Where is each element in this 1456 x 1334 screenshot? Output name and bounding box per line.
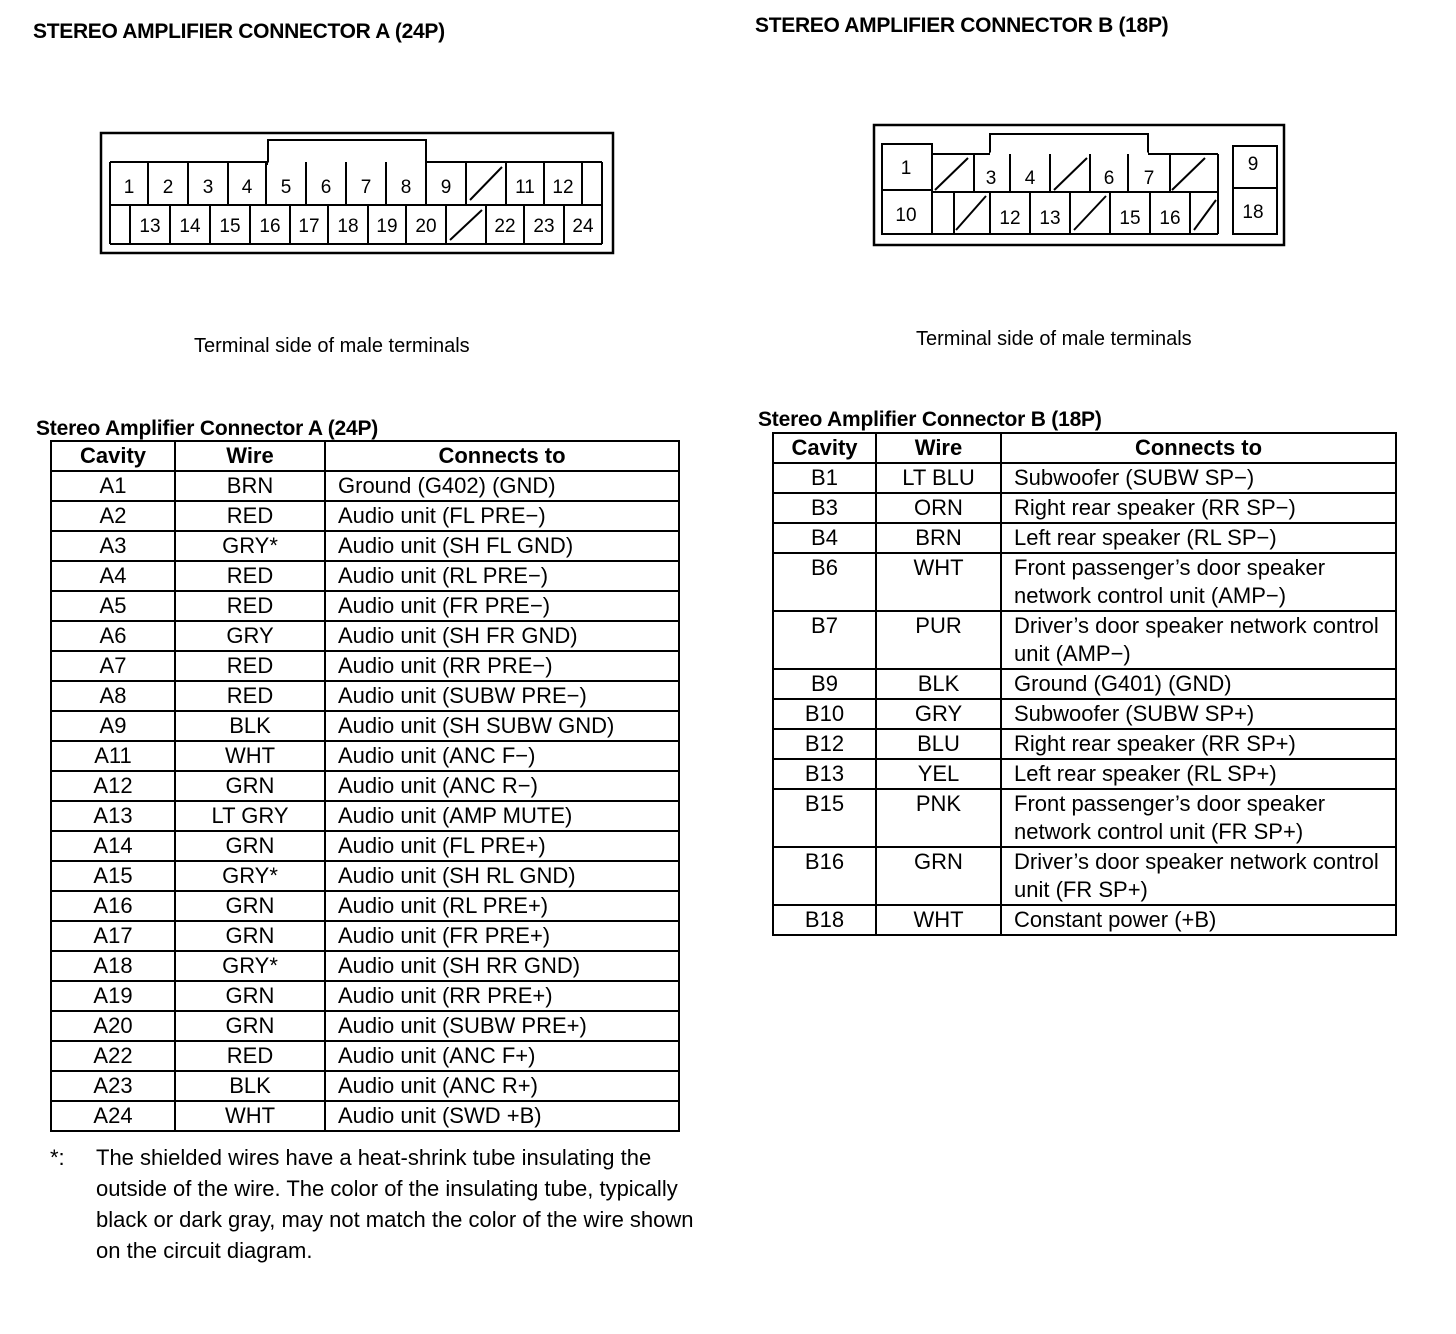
table-row: [51, 801, 679, 831]
table-row: [773, 905, 1396, 935]
pin-cell: 24: [572, 216, 594, 237]
connects-cell: Right rear speaker (RR SP−): [1001, 493, 1396, 523]
pin-cell: 3: [985, 168, 997, 189]
pin-cell: 18: [337, 216, 359, 237]
cavity-cell: B16: [773, 847, 876, 905]
connector-b-title: STEREO AMPLIFIER CONNECTOR B (18P): [755, 14, 1169, 37]
connects-cell: Audio unit (SH FL GND): [325, 531, 679, 561]
header-connects: Connects to: [1001, 433, 1396, 463]
cavity-cell: A5: [51, 591, 175, 621]
cavity-cell: A6: [51, 621, 175, 651]
table-b-title: Stereo Amplifier Connector B (18P): [758, 408, 1102, 431]
connects-cell: Audio unit (ANC F+): [325, 1041, 679, 1071]
connects-cell: Audio unit (RL PRE−): [325, 561, 679, 591]
footnote: [50, 1142, 730, 1302]
connects-cell: Audio unit (RR PRE+): [325, 981, 679, 1011]
table-row: [51, 1101, 679, 1131]
table-row: [51, 951, 679, 981]
wire-cell: GRN: [175, 831, 325, 861]
cavity-cell: B3: [773, 493, 876, 523]
wire-cell: PNK: [876, 789, 1001, 847]
table-row: [51, 861, 679, 891]
pin-cell: 16: [1159, 208, 1181, 229]
pin-cell: 23: [533, 216, 555, 237]
wire-cell: GRN: [876, 847, 1001, 905]
wire-cell: BRN: [175, 471, 325, 501]
connects-cell: Subwoofer (SUBW SP−): [1001, 463, 1396, 493]
connector-b-diagram: [873, 124, 1293, 254]
pin-cell: 18: [1242, 202, 1264, 223]
table-row: [773, 759, 1396, 789]
wire-cell: YEL: [876, 759, 1001, 789]
connects-cell: Audio unit (SWD +B): [325, 1101, 679, 1131]
table-row: [773, 699, 1396, 729]
wire-cell: WHT: [876, 553, 1001, 611]
wire-cell: BLK: [876, 669, 1001, 699]
pin-cell: 4: [1024, 168, 1036, 189]
pin-cell: 6: [1103, 168, 1115, 189]
table-row: [51, 891, 679, 921]
pin-cell: 8: [400, 177, 412, 198]
connects-cell: Audio unit (ANC F−): [325, 741, 679, 771]
wire-cell: RED: [175, 591, 325, 621]
table-row: [773, 611, 1396, 669]
table-row: [51, 591, 679, 621]
cavity-cell: A18: [51, 951, 175, 981]
cavity-cell: A11: [51, 741, 175, 771]
pin-cell: 3: [202, 177, 214, 198]
table-row: [51, 1041, 679, 1071]
pin-cell: 15: [1119, 208, 1141, 229]
cavity-cell: B9: [773, 669, 876, 699]
pin-cell: 19: [376, 216, 398, 237]
wire-cell: GRN: [175, 891, 325, 921]
cavity-cell: A3: [51, 531, 175, 561]
header-wire: Wire: [876, 433, 1001, 463]
cavity-cell: B10: [773, 699, 876, 729]
wire-cell: WHT: [876, 905, 1001, 935]
wire-cell: GRY*: [175, 531, 325, 561]
connector-b-table: [772, 432, 1397, 936]
wire-cell: GRN: [175, 921, 325, 951]
table-row: [773, 729, 1396, 759]
cavity-cell: A8: [51, 681, 175, 711]
cavity-cell: A2: [51, 501, 175, 531]
connects-cell: Audio unit (ANC R+): [325, 1071, 679, 1101]
connects-cell: Audio unit (SH RL GND): [325, 861, 679, 891]
cavity-cell: A20: [51, 1011, 175, 1041]
connects-cell: Front passenger’s door speaker network control unit (FR SP+): [1001, 789, 1396, 847]
table-row: [51, 501, 679, 531]
header-cavity: Cavity: [51, 441, 175, 471]
pin-cell: 12: [552, 177, 574, 198]
wire-cell: ORN: [876, 493, 1001, 523]
table-row: [51, 561, 679, 591]
connects-cell: Audio unit (SH RR GND): [325, 951, 679, 981]
table-row: [51, 681, 679, 711]
connects-cell: Ground (G401) (GND): [1001, 669, 1396, 699]
wire-cell: BLK: [175, 1071, 325, 1101]
wire-cell: PUR: [876, 611, 1001, 669]
connects-cell: Left rear speaker (RL SP−): [1001, 523, 1396, 553]
cavity-cell: B13: [773, 759, 876, 789]
connects-cell: Audio unit (AMP MUTE): [325, 801, 679, 831]
pin-cell: 22: [494, 216, 516, 237]
pin-cell: 15: [219, 216, 241, 237]
connects-cell: Driver’s door speaker network control unit (FR SP+): [1001, 847, 1396, 905]
connects-cell: Audio unit (ANC R−): [325, 771, 679, 801]
pin-cell: 2: [162, 177, 174, 198]
pin-cell: 1: [900, 158, 912, 179]
cavity-cell: A14: [51, 831, 175, 861]
cavity-cell: B15: [773, 789, 876, 847]
wire-cell: WHT: [175, 741, 325, 771]
cavity-cell: B1: [773, 463, 876, 493]
table-row: [51, 771, 679, 801]
table-row: [51, 831, 679, 861]
cavity-cell: A9: [51, 711, 175, 741]
wire-cell: GRY: [876, 699, 1001, 729]
table-a-title: Stereo Amplifier Connector A (24P): [36, 417, 379, 440]
table-row: [51, 651, 679, 681]
pin-cell: 13: [139, 216, 161, 237]
cavity-cell: A16: [51, 891, 175, 921]
table-row: [51, 981, 679, 1011]
pin-cell: 5: [280, 177, 292, 198]
header-wire: Wire: [175, 441, 325, 471]
table-row: [51, 621, 679, 651]
pin-cell: 7: [1143, 168, 1155, 189]
connects-cell: Subwoofer (SUBW SP+): [1001, 699, 1396, 729]
connects-cell: Audio unit (FR PRE+): [325, 921, 679, 951]
table-row: [51, 1071, 679, 1101]
table-row: [51, 471, 679, 501]
pin-cell: 20: [415, 216, 437, 237]
cavity-cell: A17: [51, 921, 175, 951]
header-connects: Connects to: [325, 441, 679, 471]
table-header-row: [51, 441, 679, 471]
table-row: [51, 741, 679, 771]
wire-cell: BRN: [876, 523, 1001, 553]
connects-cell: Audio unit (SH FR GND): [325, 621, 679, 651]
cavity-cell: A13: [51, 801, 175, 831]
wire-cell: RED: [175, 1041, 325, 1071]
table-row: [51, 531, 679, 561]
pin-cell: 9: [440, 177, 452, 198]
connects-cell: Ground (G402) (GND): [325, 471, 679, 501]
pin-cell: 7: [360, 177, 372, 198]
connects-cell: Front passenger’s door speaker network control unit (AMP−): [1001, 553, 1396, 611]
wire-cell: LT GRY: [175, 801, 325, 831]
footnote-marker: *:: [50, 1145, 65, 1170]
cavity-cell: A24: [51, 1101, 175, 1131]
table-row: [773, 789, 1396, 847]
table-row: [773, 523, 1396, 553]
footnote-text: The shielded wires have a heat-shrink tube insulating the outside of the wire. The color of the insulating tube, typically black or dark gray, may not match the color of the wire shown on the circuit diagram.: [96, 1145, 694, 1263]
cavity-cell: A4: [51, 561, 175, 591]
cavity-cell: A22: [51, 1041, 175, 1071]
wire-cell: BLU: [876, 729, 1001, 759]
wire-cell: GRY*: [175, 861, 325, 891]
pin-cell: 9: [1247, 154, 1259, 175]
cavity-cell: A23: [51, 1071, 175, 1101]
pin-cell: 16: [259, 216, 281, 237]
connector-a-diagram: [100, 132, 620, 262]
connects-cell: Audio unit (SH SUBW GND): [325, 711, 679, 741]
connects-cell: Left rear speaker (RL SP+): [1001, 759, 1396, 789]
cavity-cell: A7: [51, 651, 175, 681]
connects-cell: Audio unit (RL PRE+): [325, 891, 679, 921]
cavity-cell: A1: [51, 471, 175, 501]
wire-cell: GRY: [175, 621, 325, 651]
cavity-cell: B6: [773, 553, 876, 611]
wire-cell: RED: [175, 651, 325, 681]
connects-cell: Constant power (+B): [1001, 905, 1396, 935]
cavity-cell: B12: [773, 729, 876, 759]
pin-cell: 1: [123, 177, 135, 198]
connects-cell: Audio unit (SUBW PRE−): [325, 681, 679, 711]
connects-cell: Audio unit (FL PRE−): [325, 501, 679, 531]
header-cavity: Cavity: [773, 433, 876, 463]
connector-a-table: [50, 440, 680, 1132]
table-row: [773, 669, 1396, 699]
wire-cell: WHT: [175, 1101, 325, 1131]
wire-cell: LT BLU: [876, 463, 1001, 493]
wire-cell: RED: [175, 561, 325, 591]
wire-cell: GRN: [175, 981, 325, 1011]
table-row: [773, 553, 1396, 611]
cavity-cell: A15: [51, 861, 175, 891]
connector-a-title: STEREO AMPLIFIER CONNECTOR A (24P): [33, 20, 445, 43]
cavity-cell: A19: [51, 981, 175, 1011]
connects-cell: Audio unit (FR PRE−): [325, 591, 679, 621]
wire-cell: RED: [175, 681, 325, 711]
pin-cell: 6: [320, 177, 332, 198]
table-row: [51, 1011, 679, 1041]
table-row: [773, 463, 1396, 493]
pin-cell: 13: [1039, 208, 1061, 229]
connects-cell: Driver’s door speaker network control unit (AMP−): [1001, 611, 1396, 669]
wire-cell: GRN: [175, 1011, 325, 1041]
table-row: [773, 847, 1396, 905]
wire-cell: RED: [175, 501, 325, 531]
table-row: [51, 711, 679, 741]
cavity-cell: B18: [773, 905, 876, 935]
cavity-cell: A12: [51, 771, 175, 801]
pin-cell: 10: [895, 205, 917, 226]
connects-cell: Audio unit (SUBW PRE+): [325, 1011, 679, 1041]
pin-cell: 4: [241, 177, 253, 198]
connector-b-caption: Terminal side of male terminals: [916, 328, 1192, 350]
table-row: [773, 493, 1396, 523]
pin-cell: 17: [298, 216, 320, 237]
connects-cell: Audio unit (RR PRE−): [325, 651, 679, 681]
cavity-cell: B7: [773, 611, 876, 669]
pin-cell: 12: [999, 208, 1021, 229]
cavity-cell: B4: [773, 523, 876, 553]
table-header-row: [773, 433, 1396, 463]
connector-a-caption: Terminal side of male terminals: [194, 335, 470, 357]
wire-cell: BLK: [175, 711, 325, 741]
pin-cell: 11: [515, 177, 535, 198]
connects-cell: Right rear speaker (RR SP+): [1001, 729, 1396, 759]
table-row: [51, 921, 679, 951]
wire-cell: GRY*: [175, 951, 325, 981]
pin-cell: 14: [179, 216, 201, 237]
connects-cell: Audio unit (FL PRE+): [325, 831, 679, 861]
wire-cell: GRN: [175, 771, 325, 801]
